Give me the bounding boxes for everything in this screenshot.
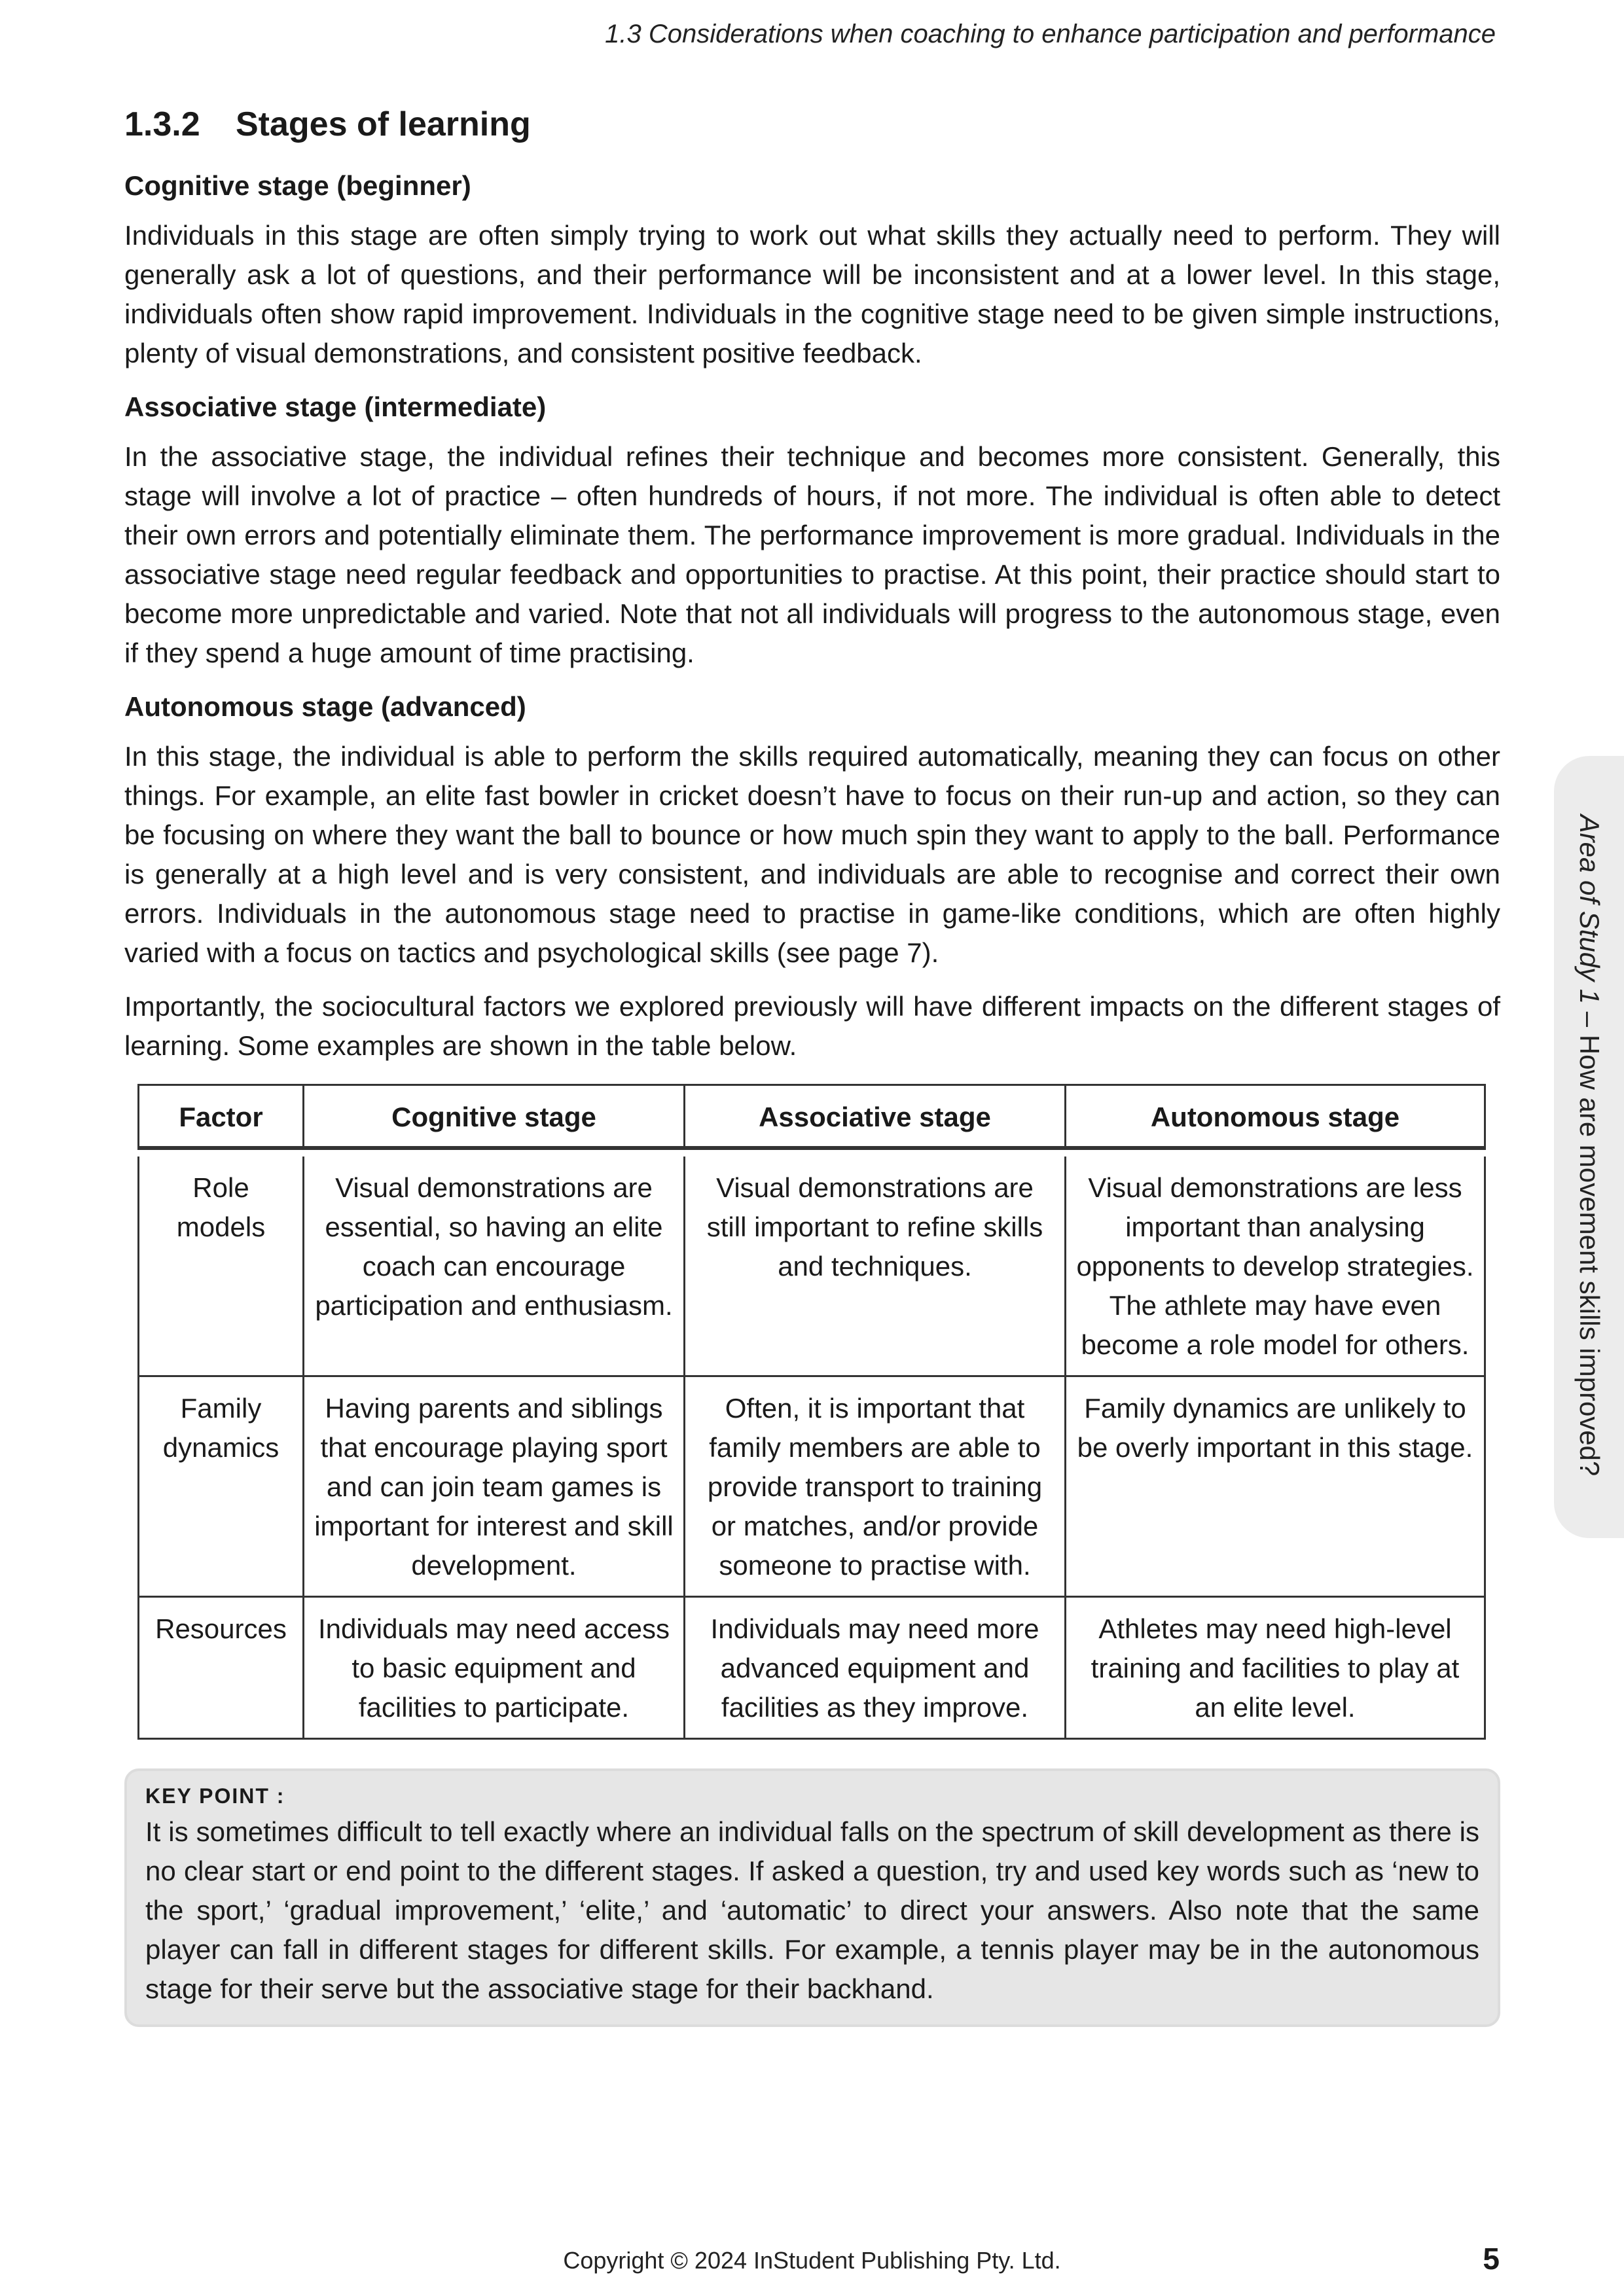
key-point-text: It is sometimes difficult to tell exactly where an individual falls on the spectrum of skill development as there is no clear start or end point to the different stages. If asked a question, try and used key words such as ‘new to the sport,’ ‘gradual improvement,’ ‘elite,’ and ‘automatic’ to direct your answers. Also note that the same player can fall in different stages for different skills. For example, a tennis player may be in the autonomous stage for their serve but the associative stage for their backhand.	[145, 1816, 1479, 2004]
autonomous-cell: Athletes may need high-level training and facilities to play at an elite level.	[1064, 1598, 1486, 1740]
associative-cell: Often, it is important that family members are able to provide transport to training or matches, and/or provide someone to practise with.	[683, 1377, 1064, 1598]
table-header-row	[137, 1084, 1486, 1148]
associative-paragraph: In the associative stage, the individual refines their technique and becomes more consistent. Generally, this stage will involve a lot of practice – often hundreds of hours, if not more. The individual is often able to detect their own errors and potentially eliminate them. The performance improvement is more gradual. Individuals in the associative stage need regular feedback and opportunities to practise. At this point, their practice should start to become more unpredictable and varied. Note that not all individuals will progress to the autonomous stage, even if they spend a huge amount of time practising.	[124, 441, 1500, 668]
autonomous-cell: Visual demonstrations are less important than analysing opponents to develop strategies. The athlete may have even become a role model for others.	[1064, 1157, 1486, 1377]
area-of-study-label: Area of Study 1	[1574, 814, 1605, 1005]
key-point-label: KEY POINT :	[145, 1784, 285, 1808]
autonomous-heading: Autonomous stage (advanced)	[124, 691, 526, 722]
table-header-autonomous: Autonomous stage	[1064, 1084, 1486, 1148]
cognitive-heading: Cognitive stage (beginner)	[124, 170, 471, 201]
page-number: 5	[1483, 2242, 1500, 2276]
associative-cell: Individuals may need more advanced equipment and facilities as they improve.	[683, 1598, 1064, 1740]
table-gap	[137, 1148, 1486, 1157]
factor-cell: Role models	[137, 1157, 302, 1377]
side-tab-question: How are movement skills improved?	[1574, 1034, 1605, 1477]
cognitive-cell: Individuals may need access to basic equipment and facilities to participate.	[302, 1598, 683, 1740]
associative-heading: Associative stage (intermediate)	[124, 391, 547, 422]
cognitive-cell: Visual demonstrations are essential, so having an elite coach can encourage participation and enthusiasm.	[302, 1157, 683, 1377]
section-number: 1.3.2	[124, 105, 200, 143]
table-row	[137, 1157, 1486, 1377]
cognitive-paragraph: Individuals in this stage are often simply trying to work out what skills they actually need to perform. They will generally ask a lot of questions, and their performance will be inconsistent and at a lower level. In this stage, individuals often show rapid improvement. Individuals in the cognitive stage need to be given simple instructions, plenty of visual demonstrations, and consistent positive feedback.	[124, 220, 1500, 368]
table-header-cognitive: Cognitive stage	[302, 1084, 683, 1148]
key-point-box	[124, 1768, 1500, 2027]
table-row	[137, 1377, 1486, 1598]
section-title	[124, 105, 1500, 144]
cognitive-cell: Having parents and siblings that encourage playing sport and can join team games is important for interest and skill development.	[302, 1377, 683, 1598]
side-tab-separator: –	[1574, 1004, 1605, 1035]
page-content	[124, 98, 1500, 2027]
factor-cell: Family dynamics	[137, 1377, 302, 1598]
associative-cell: Visual demonstrations are still important to refine skills and techniques.	[683, 1157, 1064, 1377]
table-row	[137, 1598, 1486, 1740]
stages-table	[137, 1084, 1486, 1740]
side-tab-label	[1574, 815, 1605, 1477]
autonomous-paragraph: In this stage, the individual is able to perform the skills required automatically, meaning they can focus on other things. For example, an elite fast bowler in cricket doesn’t have to focus on their run-up and action, so they can be focusing on where they want the ball to bounce or how much spin they want to apply to the ball. Performance is generally at a high level and is very consistent, and individuals are able to recognise and correct their own errors. Individuals in the autonomous stage need to practise in game-like conditions, which are often highly varied with a focus on tactics and psychological skills (see page 7).	[124, 741, 1500, 968]
section-title-text: Stages of learning	[236, 105, 531, 143]
running-header: 1.3 Considerations when coaching to enhance participation and performance	[605, 20, 1496, 48]
factor-cell: Resources	[137, 1598, 302, 1740]
intro-paragraph: Importantly, the sociocultural factors we explored previously will have different impacts on the different stages of learning. Some examples are shown in the table below.	[124, 991, 1500, 1061]
table-header-factor: Factor	[137, 1084, 302, 1148]
footer-copyright: Copyright © 2024 InStudent Publishing Pty. Ltd.	[563, 2247, 1061, 2274]
table-header-associative: Associative stage	[683, 1084, 1064, 1148]
autonomous-cell: Family dynamics are unlikely to be overly important in this stage.	[1064, 1377, 1486, 1598]
